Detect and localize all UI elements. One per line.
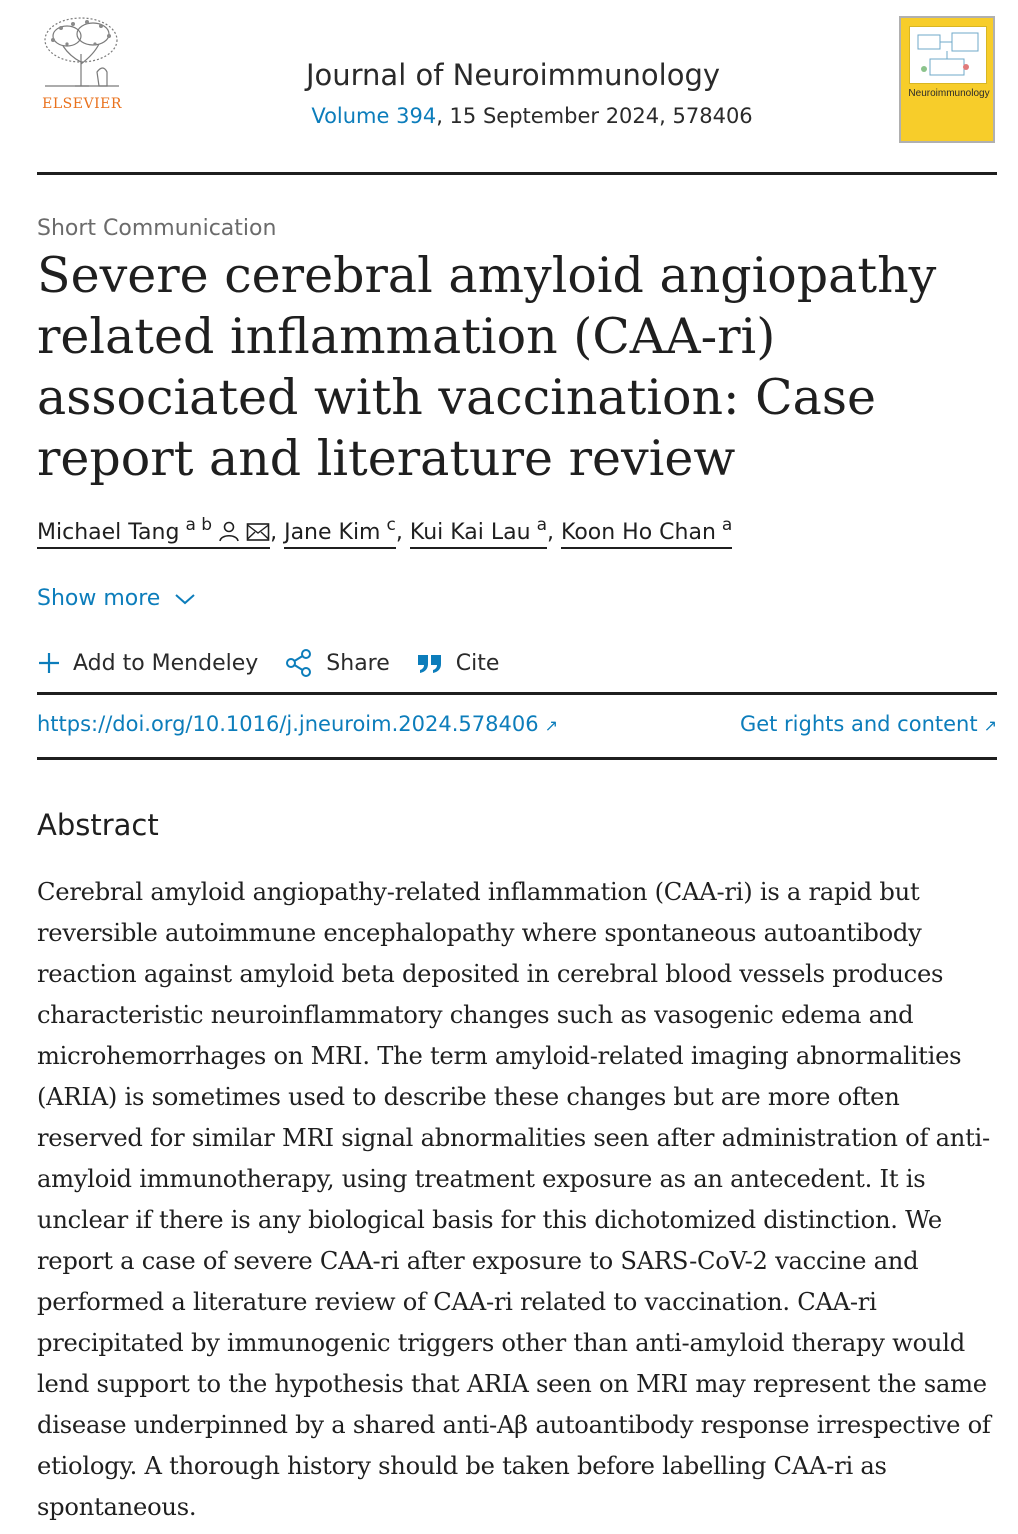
cite-label: Cite xyxy=(455,650,500,676)
chevron-down-icon xyxy=(174,592,196,606)
add-to-mendeley-button[interactable] xyxy=(37,651,258,676)
abstract-heading: Abstract xyxy=(37,808,159,842)
article-type: Short Communication xyxy=(37,216,277,241)
author-affiliation: a xyxy=(536,515,547,535)
author-affiliation: a xyxy=(721,515,733,535)
journal-title[interactable]: Journal of Neuroimmunology xyxy=(305,58,721,92)
publisher-name: ELSEVIER xyxy=(42,96,122,112)
volume-link[interactable]: Volume 394 xyxy=(311,104,437,128)
show-more-label: Show more xyxy=(37,586,161,611)
share-icon xyxy=(284,648,314,678)
cover-journal-name: Neuroimmunology xyxy=(908,88,990,99)
article-title: Severe cerebral amyloid angiopathy related inflammation (CAA-ri) associated with vaccination: Case report and literature review xyxy=(37,247,937,487)
author-affiliation: c xyxy=(386,515,396,535)
quote-icon xyxy=(416,651,444,675)
share-label: Share xyxy=(326,650,390,676)
mendeley-label: Add to Mendeley xyxy=(73,650,259,676)
issue-details: , 15 September 2024, 578406 xyxy=(436,104,753,128)
author-list xyxy=(37,515,997,549)
author-separator: , xyxy=(270,520,278,545)
cite-button[interactable] xyxy=(416,651,500,676)
tree-icon xyxy=(37,14,127,94)
show-more-button[interactable] xyxy=(37,586,196,611)
external-link-icon: ↗ xyxy=(544,716,558,735)
author-link[interactable]: Michael Tang $^{a b}$ xyxy=(37,515,270,549)
plus-icon xyxy=(37,651,61,675)
author-affiliation: a b xyxy=(185,515,213,535)
journal-cover[interactable] xyxy=(899,16,995,143)
author-separator: , xyxy=(546,520,554,545)
author-link[interactable]: Kui Kai Lau $^a$ xyxy=(410,515,547,549)
cover-diagram-icon xyxy=(910,27,986,83)
person-icon xyxy=(218,520,240,542)
get-rights-link[interactable]: Get rights and content ↗ xyxy=(739,712,997,736)
cover-illustration xyxy=(909,26,987,84)
abstract-text: Cerebral amyloid angiopathy-related inflammation (CAA-ri) is a rapid but reversible autoimmune encephalopathy where spontaneous autoantibody reaction against amyloid beta deposited in cerebral blood vessels produces characteristic neuroinflammatory changes such as vasogenic edema and microhemorrhages on MRI. The term amyloid-related imaging abnormalities (ARIA) is sometimes used to describe these changes but are more often reserved for similar MRI signal abnormalities seen after administration of anti-amyloid immunotherapy, using treatment exposure as an antecedent. It is unclear if there is any biological basis for this dichotomized distinction. We report a case of severe CAA-ri after exposure to SARS-CoV-2 vaccine and performed a literature review of CAA-ri related to vaccination. CAA-ri precipitated by immunogenic triggers other than anti-amyloid therapy would lend support to the hypothesis that ARIA seen on MRI may represent the same disease underpinned by a shared anti-Aβ autoantibody response irrespective of etiology. A thorough history should be taken before labelling CAA-ri as spontaneous. xyxy=(37,878,991,1521)
email-icon xyxy=(246,522,270,542)
actions-divider xyxy=(37,692,997,695)
share-button[interactable] xyxy=(284,648,390,678)
journal-header xyxy=(37,14,997,174)
author-link[interactable]: Jane Kim $^c$ xyxy=(284,515,396,549)
elsevier-logo[interactable] xyxy=(37,14,127,118)
author-separator: , xyxy=(395,520,403,545)
doi-link[interactable]: https://doi.org/10.1016/j.jneuroim.2024.578406 ↗ xyxy=(37,712,558,736)
article-actions xyxy=(37,645,525,681)
external-link-icon: ↗ xyxy=(983,716,997,735)
header-divider xyxy=(37,172,997,175)
doi-divider xyxy=(37,757,997,760)
author-link[interactable]: Koon Ho Chan $^a$ xyxy=(561,515,732,549)
journal-issue-info xyxy=(237,104,827,128)
